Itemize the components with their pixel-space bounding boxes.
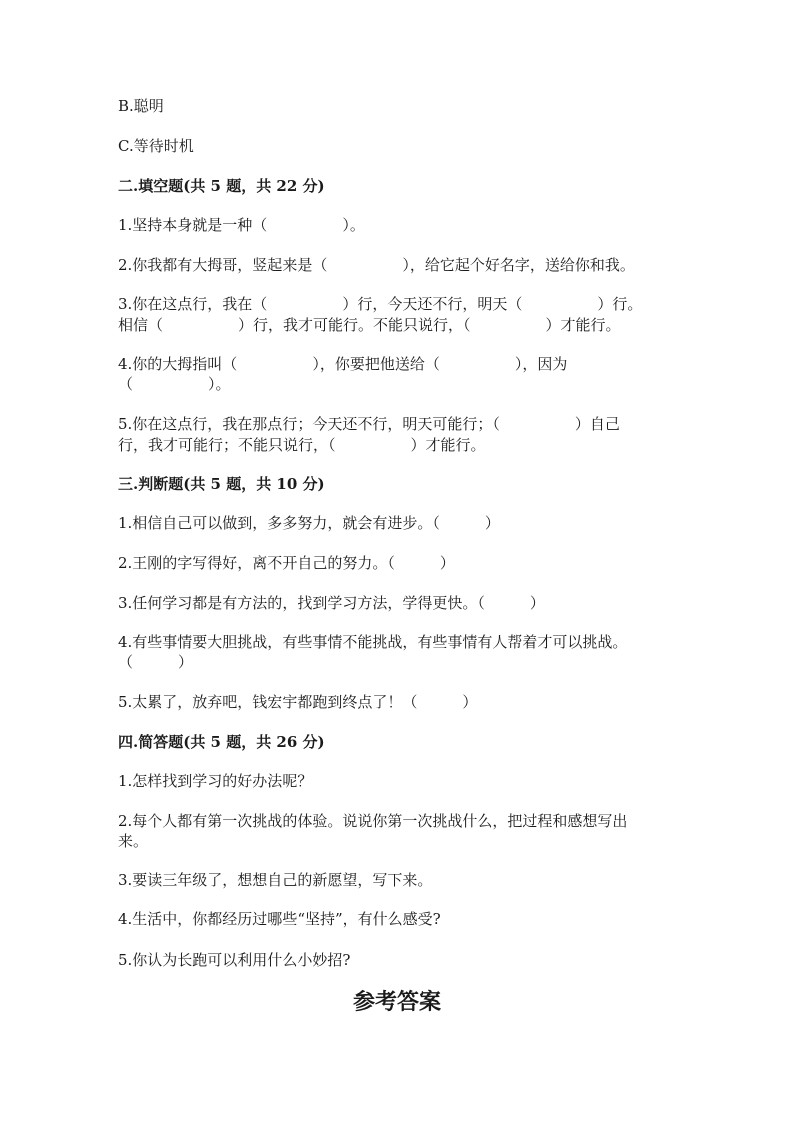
- fill-question-2: 2.你我都有大拇哥，竖起来是（ ），给它起个好名字，送给你和我。: [118, 256, 635, 274]
- fill-question-3-line1: 3.你在这点行，我在（ ）行，今天还不行，明天（ ）行。: [118, 295, 643, 313]
- judge-question-5: 5.太累了，放弃吧，钱宏宇都跑到终点了！（ ）: [118, 693, 478, 711]
- short-question-2-line2: 来。: [118, 832, 149, 850]
- short-question-1: 1.怎样找到学习的好办法呢？: [118, 772, 313, 790]
- short-question-2-line1: 2.每个人都有第一次挑战的体验。说说你第一次挑战什么，把过程和感想写出: [118, 812, 628, 830]
- fill-question-4-line2: （ ）。: [118, 375, 231, 393]
- fill-question-5-line1: 5.你在这点行，我在那点行；今天还不行，明天可能行；（ ）自己: [118, 415, 620, 433]
- section3-heading: 三.判断题(共 5 题，共 10 分): [118, 475, 325, 493]
- fill-question-3-line2: 相信（ ）行，我才可能行。不能只说行，（ ）才能行。: [118, 316, 621, 334]
- judge-question-2: 2.王刚的字写得好，离不开自己的努力。（ ）: [118, 554, 455, 572]
- judge-question-4-line1: 4.有些事情要大胆挑战，有些事情不能挑战，有些事情有人帮着才可以挑战。: [118, 633, 628, 651]
- option-c: C.等待时机: [118, 137, 194, 155]
- short-question-5: 5.你认为长跑可以利用什么小妙招?: [118, 951, 351, 969]
- option-b: B.聪明: [118, 97, 164, 115]
- fill-question-4-line1: 4.你的大拇指叫（ ），你要把他送给（ ），因为: [118, 355, 568, 373]
- short-question-4: 4.生活中，你都经历过哪些“坚持”，有什么感受?: [118, 910, 441, 928]
- judge-question-1: 1.相信自己可以做到，多多努力，就会有进步。（ ）: [118, 514, 500, 532]
- section2-heading: 二.填空题(共 5 题，共 22 分): [118, 177, 325, 195]
- fill-question-5-line2: 行，我才可能行；不能只说行，（ ）才能行。: [118, 436, 486, 454]
- fill-question-1: 1.坚持本身就是一种（ ）。: [118, 216, 365, 234]
- judge-question-3: 3.任何学习都是有方法的，找到学习方法，学得更快。（ ）: [118, 594, 545, 612]
- short-question-3: 3.要读三年级了，想想自己的新愿望，写下来。: [118, 871, 433, 889]
- section4-heading: 四.简答题(共 5 题，共 26 分): [118, 733, 325, 751]
- judge-question-4-line2: （ ）: [118, 653, 194, 671]
- answer-key-title: 参考答案: [352, 989, 441, 1015]
